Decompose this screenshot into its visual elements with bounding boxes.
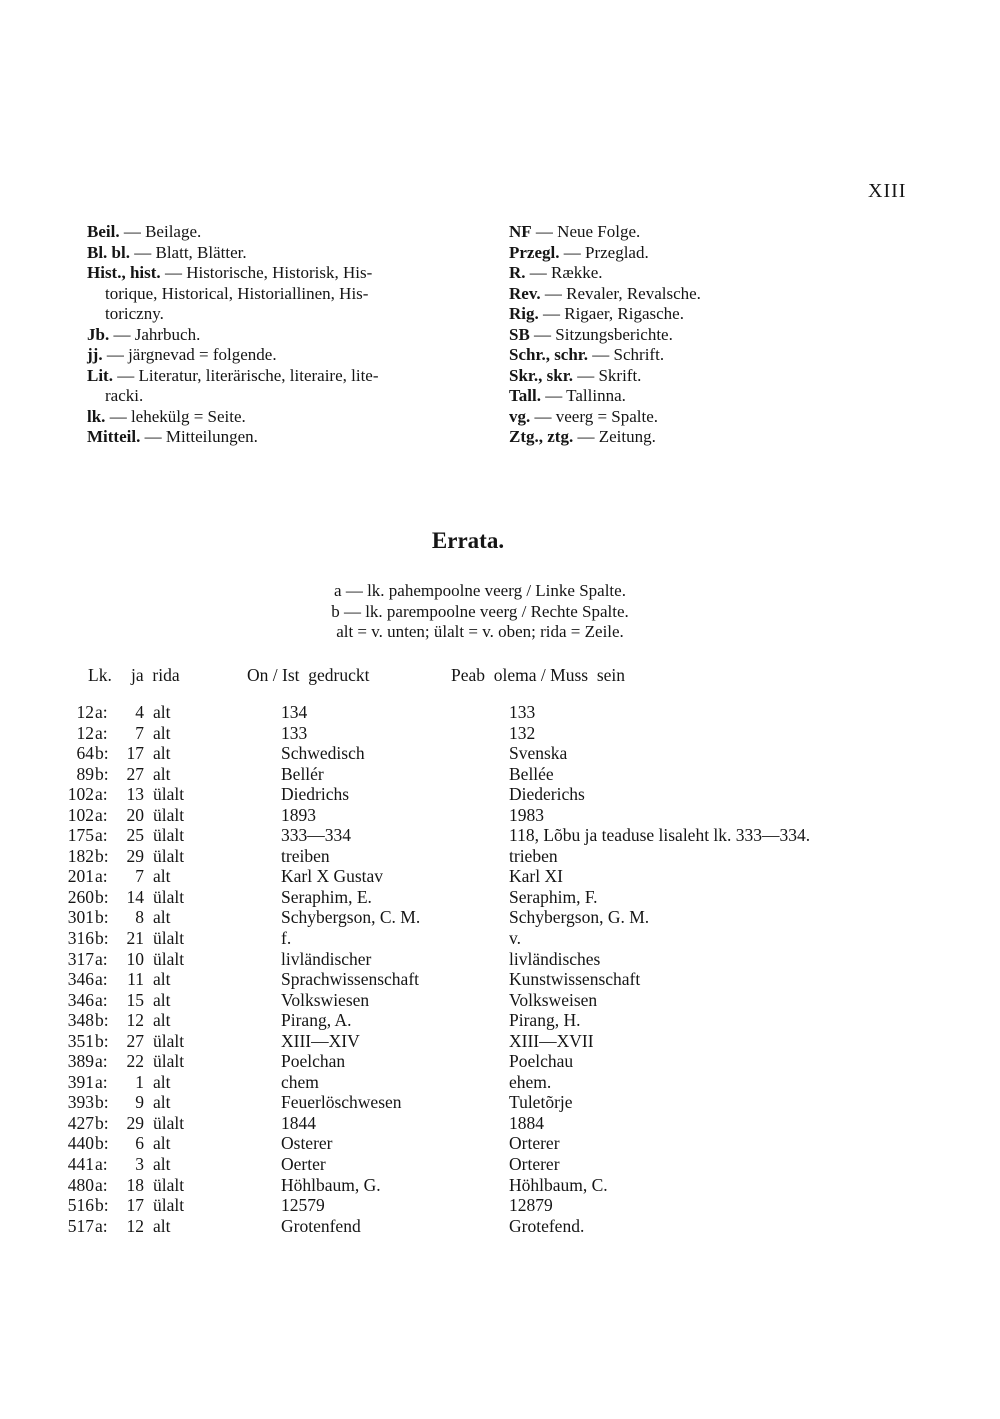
row-page: 102: [67, 784, 94, 805]
row-correction: XIII—XVII: [509, 1030, 594, 1051]
row-direction: alt: [153, 989, 171, 1010]
abbreviation-term: Rig.: [509, 304, 539, 323]
abbreviation-definition: — Historische, Historisk, His-: [160, 263, 373, 282]
abbreviation-entry: [509, 304, 889, 325]
row-correction: Kunstwissenschaft: [509, 969, 641, 990]
legend-line: alt = v. unten; ülalt = v. oben; rida = Zeile.: [336, 622, 624, 641]
header-ja-rida: ja rida: [131, 665, 180, 685]
row-line: 10: [126, 948, 144, 969]
row-direction: ülalt: [153, 948, 185, 969]
row-page: 480: [67, 1174, 94, 1195]
header-peab-muss: Peab olema / Muss sein: [451, 665, 626, 685]
row-line: 20: [126, 804, 144, 825]
row-line: 11: [127, 969, 144, 990]
table-row: [0, 866, 1000, 887]
table-row: [0, 907, 1000, 928]
row-printed: Höhlbaum, G.: [281, 1174, 381, 1195]
abbreviation-definition: — lehekülg = Seite.: [105, 406, 246, 426]
row-page: 201: [67, 866, 94, 887]
row-column: b:: [95, 886, 109, 907]
abbreviation-entry: [87, 263, 487, 304]
row-printed: Sprachwissenschaft: [281, 969, 420, 990]
row-correction: 132: [509, 722, 536, 743]
abbreviation-term: Bl. bl.: [87, 242, 130, 262]
row-page: 440: [67, 1133, 94, 1154]
table-row: [0, 1195, 1000, 1216]
row-column: a:: [95, 804, 108, 825]
row-line: 7: [135, 866, 144, 887]
row-direction: ülalt: [153, 1030, 185, 1051]
abbreviation-definition: — Neue Folge.: [531, 222, 641, 241]
row-correction: Schybergson, G. M.: [509, 907, 650, 928]
row-column: b:: [95, 845, 109, 866]
row-column: a:: [95, 1071, 108, 1092]
abbreviation-entry: [509, 284, 889, 305]
row-direction: ülalt: [153, 1051, 185, 1072]
row-correction: Bellée: [509, 763, 554, 784]
row-line: 21: [126, 928, 144, 949]
row-page: 427: [67, 1112, 94, 1133]
row-page: 389: [67, 1051, 94, 1072]
abbreviation-definition: — veerg = Spalte.: [530, 406, 659, 426]
row-printed: Osterer: [281, 1133, 333, 1154]
abbreviation-term: lk.: [87, 406, 106, 426]
row-line: 25: [126, 825, 144, 846]
row-printed: treiben: [281, 845, 330, 866]
row-printed: livländischer: [281, 948, 372, 969]
abbreviation-definition: — Mitteilungen.: [140, 427, 258, 446]
row-printed: Seraphim, E.: [281, 886, 372, 907]
row-line: 1: [135, 1071, 144, 1092]
row-column: b:: [95, 1195, 109, 1216]
table-row: [0, 1072, 1000, 1093]
row-direction: alt: [153, 969, 171, 990]
row-correction: Orterer: [509, 1154, 560, 1175]
abbreviation-entry: [87, 407, 487, 428]
row-line: 27: [126, 763, 144, 784]
row-line: 17: [126, 1195, 144, 1216]
table-row: [0, 702, 1000, 723]
row-printed: Pirang, A.: [281, 1010, 352, 1031]
row-correction: v.: [509, 928, 521, 949]
table-row: [0, 1031, 1000, 1052]
row-column: a:: [95, 825, 108, 846]
row-printed: 333—334: [281, 825, 351, 846]
row-page: 64: [76, 743, 94, 764]
row-printed: Grotenfend: [281, 1215, 361, 1236]
abbreviation-definition: — Schrift.: [588, 345, 665, 364]
abbreviation-term: Mitteil.: [87, 427, 141, 446]
page-number: XIII: [868, 180, 907, 202]
table-row: [0, 928, 1000, 949]
row-correction: 133: [509, 702, 536, 722]
row-column: a:: [95, 1154, 108, 1175]
errata-table-header: [0, 665, 1000, 689]
row-column: a:: [95, 1051, 108, 1072]
row-page: 89: [76, 763, 94, 784]
row-column: a:: [95, 702, 108, 722]
abbreviation-entry: [87, 325, 487, 346]
row-line: 12: [126, 1010, 144, 1031]
abbreviation-entry: [87, 222, 487, 243]
table-row: [0, 1113, 1000, 1134]
row-printed: Schwedisch: [281, 743, 365, 764]
row-direction: alt: [153, 722, 171, 743]
abbreviation-entry: [509, 407, 889, 428]
row-direction: ülalt: [153, 1174, 185, 1195]
row-page: 346: [67, 989, 94, 1010]
table-row: [0, 1175, 1000, 1196]
row-page: 260: [67, 886, 94, 907]
abbreviation-entry: [87, 366, 487, 407]
row-correction: trieben: [509, 845, 558, 866]
abbreviation-definition: — Literatur, literärische, literaire, lite-: [112, 365, 379, 385]
abbreviation-entry: [509, 386, 889, 407]
row-column: a:: [95, 969, 108, 990]
row-line: 18: [126, 1174, 144, 1195]
row-direction: ülalt: [153, 804, 185, 825]
table-row: [0, 887, 1000, 908]
abbreviation-term: Skr., skr.: [509, 365, 573, 385]
abbreviation-entry: [87, 427, 487, 448]
row-line: 8: [135, 907, 144, 928]
row-line: 13: [126, 784, 144, 805]
errata-table: [0, 702, 1000, 1236]
row-direction: alt: [153, 1010, 171, 1031]
legend-line: a — lk. pahempoolne veerg / Linke Spalte.: [334, 581, 626, 600]
abbreviation-term: Schr., schr.: [509, 345, 589, 364]
row-column: a:: [95, 989, 108, 1010]
row-correction: Pirang, H.: [509, 1010, 581, 1031]
row-line: 22: [126, 1051, 144, 1072]
row-column: a:: [95, 784, 108, 805]
abbreviation-continuation: toriczny.: [105, 304, 164, 323]
row-correction: 1983: [509, 804, 544, 825]
row-printed: 134: [281, 702, 308, 722]
row-column: a:: [95, 1215, 108, 1236]
abbreviation-term: Ztg., ztg.: [509, 427, 574, 446]
header-lk: Lk.: [88, 665, 112, 685]
legend-line: b — lk. parempoolne veerg / Rechte Spalte.: [331, 601, 629, 621]
table-row: [0, 723, 1000, 744]
row-line: 7: [135, 722, 144, 743]
row-line: 3: [135, 1154, 144, 1175]
abbreviations-left-column: [87, 222, 487, 448]
row-page: 441: [67, 1154, 94, 1175]
table-row: [0, 1154, 1000, 1175]
abbreviation-definition: — Jahrbuch.: [109, 324, 201, 344]
abbreviation-term: Jb.: [87, 324, 110, 344]
errata-legend: [0, 581, 960, 643]
abbreviation-term: vg.: [509, 406, 531, 426]
row-direction: alt: [153, 1071, 171, 1092]
row-line: 12: [126, 1215, 144, 1236]
row-line: 14: [126, 886, 144, 907]
table-row: [0, 784, 1000, 805]
row-page: 348: [67, 1010, 94, 1031]
row-direction: alt: [153, 763, 171, 784]
abbreviation-entry: [509, 222, 889, 243]
abbreviation-definition: — Przeglad.: [559, 242, 649, 262]
table-row: [0, 846, 1000, 867]
abbreviation-term: Przegl.: [509, 242, 560, 262]
row-printed: Karl X Gustav: [281, 866, 384, 887]
row-page: 516: [67, 1195, 94, 1216]
row-column: a:: [95, 722, 108, 743]
table-row: [0, 1051, 1000, 1072]
abbreviation-term: R.: [509, 263, 526, 282]
row-line: 9: [135, 1092, 144, 1113]
row-line: 29: [126, 1112, 144, 1133]
row-printed: Poelchan: [281, 1051, 346, 1072]
row-line: 27: [126, 1030, 144, 1051]
row-direction: alt: [153, 866, 171, 887]
abbreviation-continuation: torique, Historical, Historiallinen, His-: [105, 283, 369, 303]
row-direction: ülalt: [153, 928, 185, 949]
row-direction: ülalt: [153, 1112, 185, 1133]
row-page: 182: [67, 845, 94, 866]
row-direction: alt: [153, 1215, 171, 1236]
row-column: a:: [95, 948, 108, 969]
row-page: 351: [67, 1030, 94, 1051]
row-correction: Poelchau: [509, 1051, 574, 1072]
row-correction: 1884: [509, 1112, 544, 1133]
table-row: [0, 949, 1000, 970]
row-page: 316: [67, 928, 94, 949]
abbreviation-entry: [509, 243, 889, 264]
row-correction: Diederichs: [509, 784, 585, 805]
row-line: 4: [135, 702, 144, 722]
row-direction: ülalt: [153, 845, 185, 866]
row-printed: 12579: [281, 1195, 325, 1216]
table-row: [0, 990, 1000, 1011]
row-direction: alt: [153, 1133, 171, 1154]
row-direction: alt: [153, 702, 171, 722]
row-page: 391: [67, 1071, 94, 1092]
row-column: b:: [95, 743, 109, 764]
abbreviation-entry: [509, 325, 889, 346]
table-row: [0, 825, 1000, 846]
row-page: 346: [67, 969, 94, 990]
row-printed: 1844: [281, 1112, 316, 1133]
abbreviation-term: Beil.: [87, 222, 120, 241]
row-direction: ülalt: [153, 1195, 185, 1216]
abbreviation-entry: [509, 427, 889, 448]
row-direction: alt: [153, 1092, 171, 1113]
row-column: b:: [95, 1030, 109, 1051]
row-printed: Bellér: [281, 763, 324, 784]
table-row: [0, 743, 1000, 764]
row-page: 12: [76, 702, 94, 722]
abbreviation-definition: — Beilage.: [119, 222, 202, 241]
table-row: [0, 805, 1000, 826]
row-correction: 12879: [509, 1195, 553, 1216]
abbreviation-entry: [509, 345, 889, 366]
abbreviation-definition: — Tallinna.: [540, 386, 626, 405]
abbreviation-term: Tall.: [509, 386, 541, 405]
row-page: 102: [67, 804, 94, 825]
row-column: b:: [95, 928, 109, 949]
row-page: 517: [67, 1215, 94, 1236]
abbreviation-continuation: racki.: [105, 386, 144, 405]
abbreviation-definition: — Række.: [525, 263, 603, 282]
row-correction: Orterer: [509, 1133, 560, 1154]
abbreviation-term: NF: [509, 222, 532, 241]
row-column: b:: [95, 1133, 109, 1154]
abbreviation-term: Hist., hist.: [87, 263, 161, 282]
row-printed: chem: [281, 1071, 319, 1092]
table-row: [0, 1133, 1000, 1154]
abbreviation-definition: — Zeitung.: [573, 427, 656, 446]
table-row: [0, 969, 1000, 990]
row-page: 317: [67, 948, 94, 969]
row-column: b:: [95, 763, 109, 784]
abbreviation-term: jj.: [87, 345, 103, 364]
row-correction: Höhlbaum, C.: [509, 1174, 608, 1195]
abbreviation-definition: — Rigaer, Rigasche.: [538, 304, 684, 323]
abbreviation-term: Lit.: [87, 365, 113, 385]
row-correction: Grotefend.: [509, 1215, 585, 1236]
table-row: [0, 1216, 1000, 1237]
row-page: 393: [67, 1092, 94, 1113]
abbreviation-entry: [87, 345, 487, 366]
row-line: 15: [126, 989, 144, 1010]
row-correction: ehem.: [509, 1071, 552, 1092]
row-line: 17: [126, 743, 144, 764]
row-printed: Oerter: [281, 1154, 326, 1175]
table-row: [0, 764, 1000, 785]
abbreviations-right-column: [509, 222, 889, 448]
row-printed: 1893: [281, 804, 316, 825]
row-direction: alt: [153, 743, 171, 764]
row-correction: livländisches: [509, 948, 601, 969]
errata-title: Errata.: [431, 528, 505, 553]
row-printed: Schybergson, C. M.: [281, 907, 421, 928]
header-on-ist: On / Ist gedruckt: [247, 665, 370, 685]
row-correction: Volksweisen: [509, 989, 598, 1010]
row-printed: Volkswiesen: [281, 989, 370, 1010]
row-direction: ülalt: [153, 886, 185, 907]
abbreviation-definition: — Skrift.: [572, 365, 642, 385]
row-direction: ülalt: [153, 784, 185, 805]
table-row: [0, 1010, 1000, 1031]
row-correction: Karl XI: [509, 866, 563, 887]
row-printed: XIII—XIV: [281, 1030, 360, 1051]
table-row: [0, 1092, 1000, 1113]
row-line: 29: [126, 845, 144, 866]
row-direction: alt: [153, 1154, 171, 1175]
row-page: 301: [67, 907, 94, 928]
row-printed: Feuerlöschwesen: [281, 1092, 402, 1113]
row-column: b:: [95, 1010, 109, 1031]
abbreviation-definition: — Revaler, Revalsche.: [540, 283, 701, 303]
row-correction: Tuletõrje: [509, 1092, 573, 1113]
row-column: b:: [95, 1112, 109, 1133]
row-correction: Seraphim, F.: [509, 886, 598, 907]
row-column: a:: [95, 866, 108, 887]
abbreviation-entry: [509, 366, 889, 387]
abbreviation-definition: — Sitzungsberichte.: [529, 324, 673, 344]
row-page: 175: [67, 825, 94, 846]
abbreviation-definition: — Blatt, Blätter.: [130, 242, 247, 262]
abbreviation-entry: [87, 304, 487, 325]
row-correction: Svenska: [509, 743, 568, 764]
abbreviation-entry: [509, 263, 889, 284]
row-page: 12: [76, 722, 94, 743]
row-column: a:: [95, 1174, 108, 1195]
abbreviation-entry: [87, 243, 487, 264]
row-column: b:: [95, 907, 109, 928]
row-correction: 118, Lõbu ja teaduse lisaleht lk. 333—334.: [509, 825, 811, 846]
row-direction: alt: [153, 907, 171, 928]
row-printed: 133: [281, 722, 308, 743]
row-direction: ülalt: [153, 825, 185, 846]
row-line: 6: [135, 1133, 144, 1154]
row-printed: Diedrichs: [281, 784, 350, 805]
row-printed: f.: [281, 928, 292, 949]
abbreviation-term: SB: [509, 324, 530, 344]
row-column: b:: [95, 1092, 109, 1113]
abbreviation-definition: — järgnevad = folgende.: [102, 345, 277, 364]
abbreviation-term: Rev.: [509, 283, 541, 303]
